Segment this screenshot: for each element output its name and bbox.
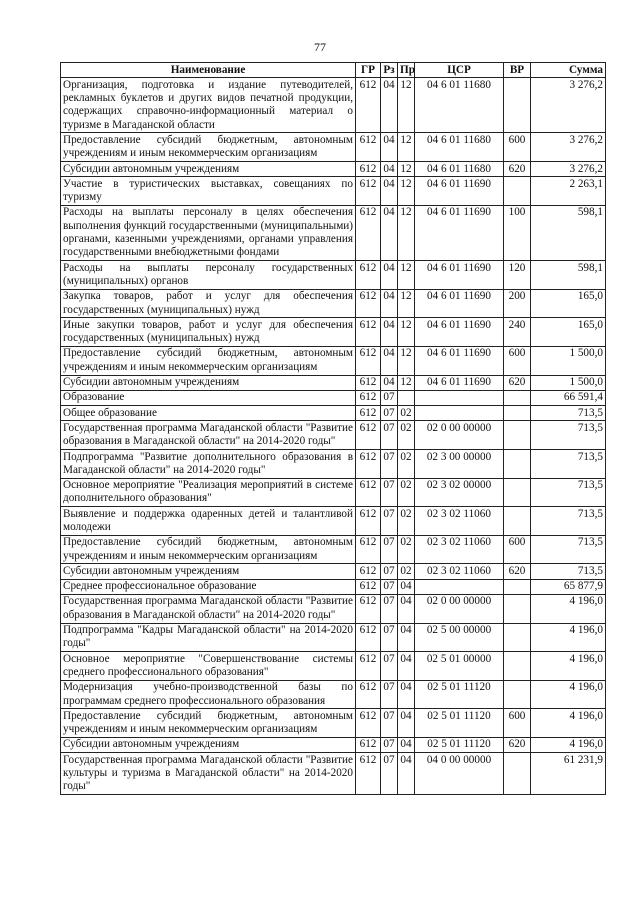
cell-csr: 02 5 01 11120 — [415, 737, 504, 752]
cell-pr: 12 — [398, 177, 415, 206]
header-sum: Сумма — [531, 63, 606, 78]
cell-vr — [504, 450, 531, 479]
cell-pr: 02 — [398, 507, 415, 536]
cell-vr — [504, 390, 531, 405]
header-name: Наименование — [61, 63, 356, 78]
cell-pr: 12 — [398, 318, 415, 347]
cell-name: Субсидии автономным учреждениям — [61, 564, 356, 579]
cell-sum: 4 196,0 — [531, 680, 606, 709]
cell-gr: 612 — [356, 406, 381, 421]
cell-pr: 04 — [398, 594, 415, 623]
cell-sum: 61 231,9 — [531, 753, 606, 795]
table-row — [61, 579, 606, 594]
cell-pr: 04 — [398, 709, 415, 738]
cell-vr: 240 — [504, 318, 531, 347]
cell-name: Иные закупки товаров, работ и услуг для обеспечения государственных (муниципальных) нужд — [61, 318, 356, 347]
cell-name: Общее образование — [61, 406, 356, 421]
table-row — [61, 421, 606, 450]
cell-vr — [504, 507, 531, 536]
cell-sum: 598,1 — [531, 205, 606, 260]
cell-pr: 02 — [398, 564, 415, 579]
cell-csr: 04 6 01 11690 — [415, 375, 504, 390]
cell-sum: 65 877,9 — [531, 579, 606, 594]
cell-csr: 02 3 02 11060 — [415, 564, 504, 579]
cell-pr — [398, 390, 415, 405]
cell-vr: 200 — [504, 289, 531, 318]
cell-name: Расходы на выплаты персоналу в целях обеспечения выполнения функций государственными (муниципальными) органами, казенными учреждениями, органами управления государственными внебюджетными фондами — [61, 205, 356, 260]
cell-gr: 612 — [356, 535, 381, 564]
cell-csr: 04 6 01 11680 — [415, 162, 504, 177]
cell-rz: 07 — [381, 652, 398, 681]
cell-csr: 04 6 01 11690 — [415, 261, 504, 290]
cell-csr: 02 3 02 11060 — [415, 507, 504, 536]
cell-name: Закупка товаров, работ и услуг для обеспечения государственных (муниципальных) нужд — [61, 289, 356, 318]
cell-name: Модернизация учебно-производственной базы по программам среднего профессионального образования — [61, 680, 356, 709]
cell-gr: 612 — [356, 162, 381, 177]
cell-name: Основное мероприятие "Реализация мероприятий в системе дополнительного образования" — [61, 478, 356, 507]
cell-rz: 04 — [381, 318, 398, 347]
cell-gr: 612 — [356, 579, 381, 594]
cell-rz: 07 — [381, 564, 398, 579]
cell-sum: 4 196,0 — [531, 709, 606, 738]
cell-gr: 612 — [356, 753, 381, 795]
cell-rz: 07 — [381, 753, 398, 795]
cell-pr: 02 — [398, 535, 415, 564]
cell-rz: 04 — [381, 162, 398, 177]
table-row — [61, 177, 606, 206]
table-row — [61, 205, 606, 260]
cell-pr: 12 — [398, 133, 415, 162]
header-rz: Рз — [381, 63, 398, 78]
cell-gr: 612 — [356, 478, 381, 507]
cell-sum: 713,5 — [531, 450, 606, 479]
cell-rz: 04 — [381, 177, 398, 206]
cell-rz: 07 — [381, 450, 398, 479]
cell-name: Подпрограмма "Кадры Магаданской области" на 2014-2020 годы" — [61, 623, 356, 652]
cell-vr: 600 — [504, 709, 531, 738]
cell-name: Предоставление субсидий бюджетным, автономным учреждениям и иным некоммерческим организациям — [61, 346, 356, 375]
cell-name: Предоставление субсидий бюджетным, автономным учреждениям и иным некоммерческим организациям — [61, 133, 356, 162]
cell-gr: 612 — [356, 346, 381, 375]
cell-rz: 07 — [381, 737, 398, 752]
cell-name: Предоставление субсидий бюджетным, автономным учреждениям и иным некоммерческим организациям — [61, 535, 356, 564]
cell-csr: 02 5 01 00000 — [415, 652, 504, 681]
cell-vr — [504, 680, 531, 709]
cell-rz: 07 — [381, 507, 398, 536]
cell-gr: 612 — [356, 680, 381, 709]
cell-sum: 165,0 — [531, 318, 606, 347]
cell-csr: 04 6 01 11690 — [415, 346, 504, 375]
table-row — [61, 737, 606, 752]
table-row — [61, 346, 606, 375]
cell-rz: 04 — [381, 205, 398, 260]
cell-vr — [504, 177, 531, 206]
table-row — [61, 406, 606, 421]
cell-gr: 612 — [356, 709, 381, 738]
cell-sum: 713,5 — [531, 421, 606, 450]
cell-rz: 04 — [381, 78, 398, 133]
cell-gr: 612 — [356, 289, 381, 318]
cell-pr: 04 — [398, 680, 415, 709]
cell-vr: 620 — [504, 162, 531, 177]
budget-table — [60, 62, 606, 795]
cell-pr: 04 — [398, 623, 415, 652]
cell-sum: 1 500,0 — [531, 346, 606, 375]
cell-sum: 3 276,2 — [531, 162, 606, 177]
cell-gr: 612 — [356, 78, 381, 133]
cell-sum: 713,5 — [531, 564, 606, 579]
cell-csr: 04 6 01 11690 — [415, 177, 504, 206]
cell-name: Государственная программа Магаданской области "Развитие культуры и туризма в Магаданской области" на 2014-2020 годы" — [61, 753, 356, 795]
cell-gr: 612 — [356, 205, 381, 260]
cell-sum: 713,5 — [531, 535, 606, 564]
cell-gr: 612 — [356, 594, 381, 623]
cell-rz: 07 — [381, 390, 398, 405]
cell-rz: 07 — [381, 535, 398, 564]
cell-csr: 02 0 00 00000 — [415, 421, 504, 450]
cell-sum: 4 196,0 — [531, 623, 606, 652]
cell-csr: 04 6 01 11680 — [415, 78, 504, 133]
cell-csr — [415, 579, 504, 594]
cell-pr: 02 — [398, 421, 415, 450]
cell-sum: 713,5 — [531, 478, 606, 507]
cell-gr: 612 — [356, 421, 381, 450]
cell-csr: 02 3 02 11060 — [415, 535, 504, 564]
table-row — [61, 318, 606, 347]
cell-pr: 12 — [398, 289, 415, 318]
cell-sum: 713,5 — [531, 406, 606, 421]
cell-name: Расходы на выплаты персоналу государственных (муниципальных) органов — [61, 261, 356, 290]
cell-gr: 612 — [356, 507, 381, 536]
cell-name: Основное мероприятие "Совершенствование системы среднего профессионального образования" — [61, 652, 356, 681]
table-row — [61, 680, 606, 709]
cell-vr — [504, 753, 531, 795]
cell-name: Подпрограмма "Развитие дополнительного образования в Магаданской области" на 2014-2020 годы" — [61, 450, 356, 479]
table-header-row — [61, 63, 606, 78]
cell-rz: 07 — [381, 623, 398, 652]
table-row — [61, 753, 606, 795]
cell-sum: 3 276,2 — [531, 133, 606, 162]
cell-rz: 07 — [381, 421, 398, 450]
table-row — [61, 133, 606, 162]
cell-name: Субсидии автономным учреждениям — [61, 375, 356, 390]
cell-vr: 120 — [504, 261, 531, 290]
table-row — [61, 564, 606, 579]
cell-rz: 04 — [381, 261, 398, 290]
cell-gr: 612 — [356, 318, 381, 347]
cell-rz: 07 — [381, 579, 398, 594]
cell-vr — [504, 623, 531, 652]
table-row — [61, 162, 606, 177]
cell-vr: 600 — [504, 535, 531, 564]
cell-rz: 07 — [381, 478, 398, 507]
cell-csr: 02 0 00 00000 — [415, 594, 504, 623]
cell-vr: 600 — [504, 133, 531, 162]
table-row — [61, 78, 606, 133]
cell-rz: 04 — [381, 133, 398, 162]
table-row — [61, 594, 606, 623]
cell-csr: 02 5 00 00000 — [415, 623, 504, 652]
cell-rz: 04 — [381, 289, 398, 318]
cell-gr: 612 — [356, 652, 381, 681]
cell-gr: 612 — [356, 623, 381, 652]
cell-vr: 620 — [504, 564, 531, 579]
cell-pr: 12 — [398, 375, 415, 390]
cell-sum: 4 196,0 — [531, 594, 606, 623]
cell-rz: 07 — [381, 680, 398, 709]
cell-sum: 2 263,1 — [531, 177, 606, 206]
cell-vr: 620 — [504, 375, 531, 390]
cell-csr: 02 5 01 11120 — [415, 709, 504, 738]
cell-name: Субсидии автономным учреждениям — [61, 737, 356, 752]
cell-sum: 4 196,0 — [531, 652, 606, 681]
cell-csr: 04 0 00 00000 — [415, 753, 504, 795]
cell-csr — [415, 390, 504, 405]
cell-sum: 713,5 — [531, 507, 606, 536]
header-vr: ВР — [504, 63, 531, 78]
cell-rz: 07 — [381, 594, 398, 623]
cell-pr: 12 — [398, 261, 415, 290]
cell-name: Участие в туристических выставках, совещаниях по туризму — [61, 177, 356, 206]
cell-rz: 04 — [381, 375, 398, 390]
cell-gr: 612 — [356, 390, 381, 405]
cell-name: Субсидии автономным учреждениям — [61, 162, 356, 177]
cell-sum: 66 591,4 — [531, 390, 606, 405]
table-row — [61, 623, 606, 652]
cell-csr: 02 5 01 11120 — [415, 680, 504, 709]
table-row — [61, 478, 606, 507]
table-row — [61, 375, 606, 390]
table-row — [61, 652, 606, 681]
cell-rz: 07 — [381, 406, 398, 421]
table-row — [61, 261, 606, 290]
cell-vr: 600 — [504, 346, 531, 375]
cell-pr: 04 — [398, 579, 415, 594]
cell-gr: 612 — [356, 375, 381, 390]
cell-gr: 612 — [356, 177, 381, 206]
cell-gr: 612 — [356, 133, 381, 162]
cell-sum: 165,0 — [531, 289, 606, 318]
cell-pr: 02 — [398, 450, 415, 479]
header-csr: ЦСР — [415, 63, 504, 78]
cell-pr: 04 — [398, 753, 415, 795]
cell-vr — [504, 652, 531, 681]
cell-sum: 4 196,0 — [531, 737, 606, 752]
cell-gr: 612 — [356, 261, 381, 290]
table-row — [61, 289, 606, 318]
cell-csr: 04 6 01 11690 — [415, 318, 504, 347]
cell-sum: 3 276,2 — [531, 78, 606, 133]
table-row — [61, 709, 606, 738]
cell-vr — [504, 421, 531, 450]
table-row — [61, 535, 606, 564]
header-pr: Пр — [398, 63, 415, 78]
cell-name: Организация, подготовка и издание путеводителей, рекламных буклетов и других видов печатной продукции, содержащих справочно-информационный материал о туризме в Магаданской области — [61, 78, 356, 133]
table-row — [61, 507, 606, 536]
cell-csr — [415, 406, 504, 421]
cell-pr: 12 — [398, 346, 415, 375]
cell-pr: 02 — [398, 406, 415, 421]
cell-gr: 612 — [356, 450, 381, 479]
page-number: 77 — [314, 40, 326, 54]
cell-csr: 02 3 02 00000 — [415, 478, 504, 507]
cell-vr — [504, 78, 531, 133]
table-row — [61, 450, 606, 479]
cell-csr: 04 6 01 11680 — [415, 133, 504, 162]
cell-pr: 12 — [398, 162, 415, 177]
cell-pr: 12 — [398, 78, 415, 133]
cell-pr: 02 — [398, 478, 415, 507]
cell-sum: 1 500,0 — [531, 375, 606, 390]
cell-vr — [504, 406, 531, 421]
cell-gr: 612 — [356, 564, 381, 579]
cell-name: Государственная программа Магаданской области "Развитие образования в Магаданской области" на 2014-2020 годы" — [61, 594, 356, 623]
cell-vr: 100 — [504, 205, 531, 260]
cell-csr: 02 3 00 00000 — [415, 450, 504, 479]
cell-csr: 04 6 01 11690 — [415, 289, 504, 318]
cell-name: Образование — [61, 390, 356, 405]
cell-name: Государственная программа Магаданской области "Развитие образования в Магаданской области" на 2014-2020 годы" — [61, 421, 356, 450]
cell-rz: 04 — [381, 346, 398, 375]
cell-name: Выявление и поддержка одаренных детей и талантливой молодежи — [61, 507, 356, 536]
cell-gr: 612 — [356, 737, 381, 752]
table-row — [61, 390, 606, 405]
cell-sum: 598,1 — [531, 261, 606, 290]
cell-vr — [504, 478, 531, 507]
cell-rz: 07 — [381, 709, 398, 738]
cell-vr: 620 — [504, 737, 531, 752]
cell-pr: 04 — [398, 737, 415, 752]
cell-vr — [504, 579, 531, 594]
cell-name: Предоставление субсидий бюджетным, автономным учреждениям и иным некоммерческим организациям — [61, 709, 356, 738]
cell-csr: 04 6 01 11690 — [415, 205, 504, 260]
cell-pr: 04 — [398, 652, 415, 681]
cell-vr — [504, 594, 531, 623]
cell-name: Среднее профессиональное образование — [61, 579, 356, 594]
cell-pr: 12 — [398, 205, 415, 260]
header-gr: ГР — [356, 63, 381, 78]
